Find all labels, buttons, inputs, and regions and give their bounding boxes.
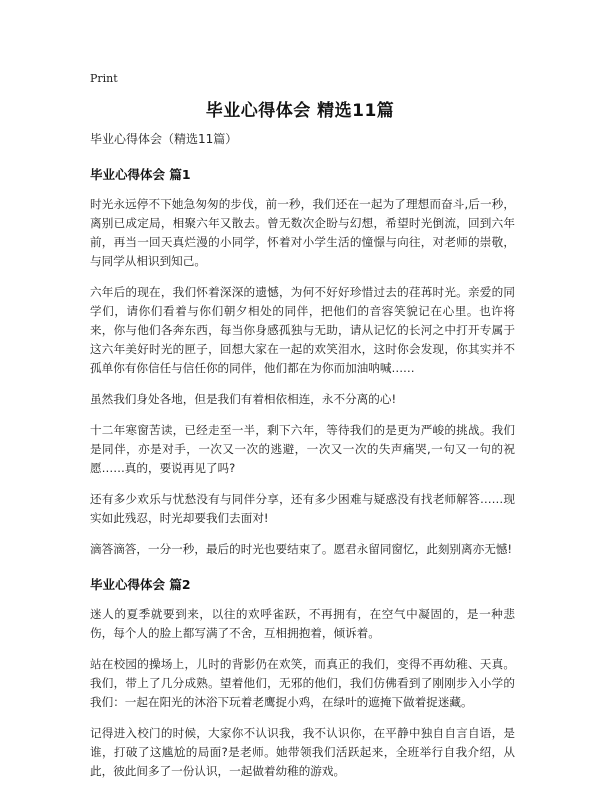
- section-2: [90, 575, 515, 781]
- paragraph: 六年后的现在，我们怀着深深的遗憾，为何不好好珍惜过去的荏苒时光。亲爱的同学们，请你们看着与你们朝夕相处的同伴，把他们的音容笑貌记在心里。也许将来，你与他们各奔东西，每当你身感孤独与无助，请从记忆的长河之中打开专属于这六年美好时光的匣子，回想大家在一起的欢笑泪水，这时你会发现，你其实并不孤单你有你信任与信任你的同伴，他们都在为你而加油呐喊……: [90, 285, 515, 375]
- section-heading: 毕业心得体会 篇2: [90, 577, 191, 592]
- paragraph: 记得进入校门的时候，大家你不认识我，我不认识你，在平静中独自自言自语，是谁，打破了这尴尬的局面?是老师。她带领我们活跃起来，全班举行自我介绍，从此，彼此间多了一份认识，一起做着幼稚的游戏。: [90, 726, 515, 778]
- document-subtitle: 毕业心得体会（精选11篇）: [90, 132, 238, 146]
- section-heading: 毕业心得体会 篇1: [90, 167, 191, 182]
- paragraph: 站在校园的操场上，儿时的背影仍在欢笑，而真正的我们，变得不再幼稚、天真。我们，带上了几分成熟。望着他们，无邪的他们，我们仿佛看到了刚刚步入小学的我们：一起在阳光的沐浴下玩着老鹰捉小鸡，在绿叶的遮掩下做着捉迷藏。: [90, 657, 515, 709]
- paragraph: 滴答滴答，一分一秒，最后的时光也要结束了。愿君永留同窗忆，此刻别离亦无憾!: [90, 542, 513, 556]
- section-1: [90, 165, 515, 559]
- page-title: 毕业心得体会 精选11篇: [205, 101, 395, 121]
- paragraph: 还有多少欢乐与忧愁没有与同伴分享，还有多少困难与疑惑没有找老师解答……现实如此残忍，时光却要我们去面对!: [90, 492, 515, 525]
- paragraph: 虽然我们身处各地，但是我们有着相依相连，永不分离的心!: [90, 392, 397, 406]
- print-label[interactable]: Print: [90, 72, 118, 85]
- paragraph: 迷人的夏季就要到来，以往的欢呼雀跃，不再拥有，在空气中凝固的，是一种悲伤，每个人的脸上都写满了不舍，互相拥抱着，倾诉着。: [90, 607, 515, 640]
- paragraph: 时光永远停不下她急匆匆的步伐，前一秒，我们还在一起为了理想而奋斗,后一秒，离别已成定局，相聚六年又散去。曾无数次企盼与幻想，希望时光倒流，回到六年前，再当一回天真烂漫的小同学，怀着对小学生活的憧憬与向往，对老师的崇敬，与同学从相识到知己。: [90, 197, 515, 268]
- paragraph: 十二年寒窗苦读，已经走至一半，剩下六年，等待我们的是更为严峻的挑战。我们是同伴，亦是对手，一次又一次的逃避，一次又一次的失声痛哭,一句又一句的祝愿……真的，要说再见了吗?: [90, 423, 515, 475]
- document-body: [90, 130, 515, 793]
